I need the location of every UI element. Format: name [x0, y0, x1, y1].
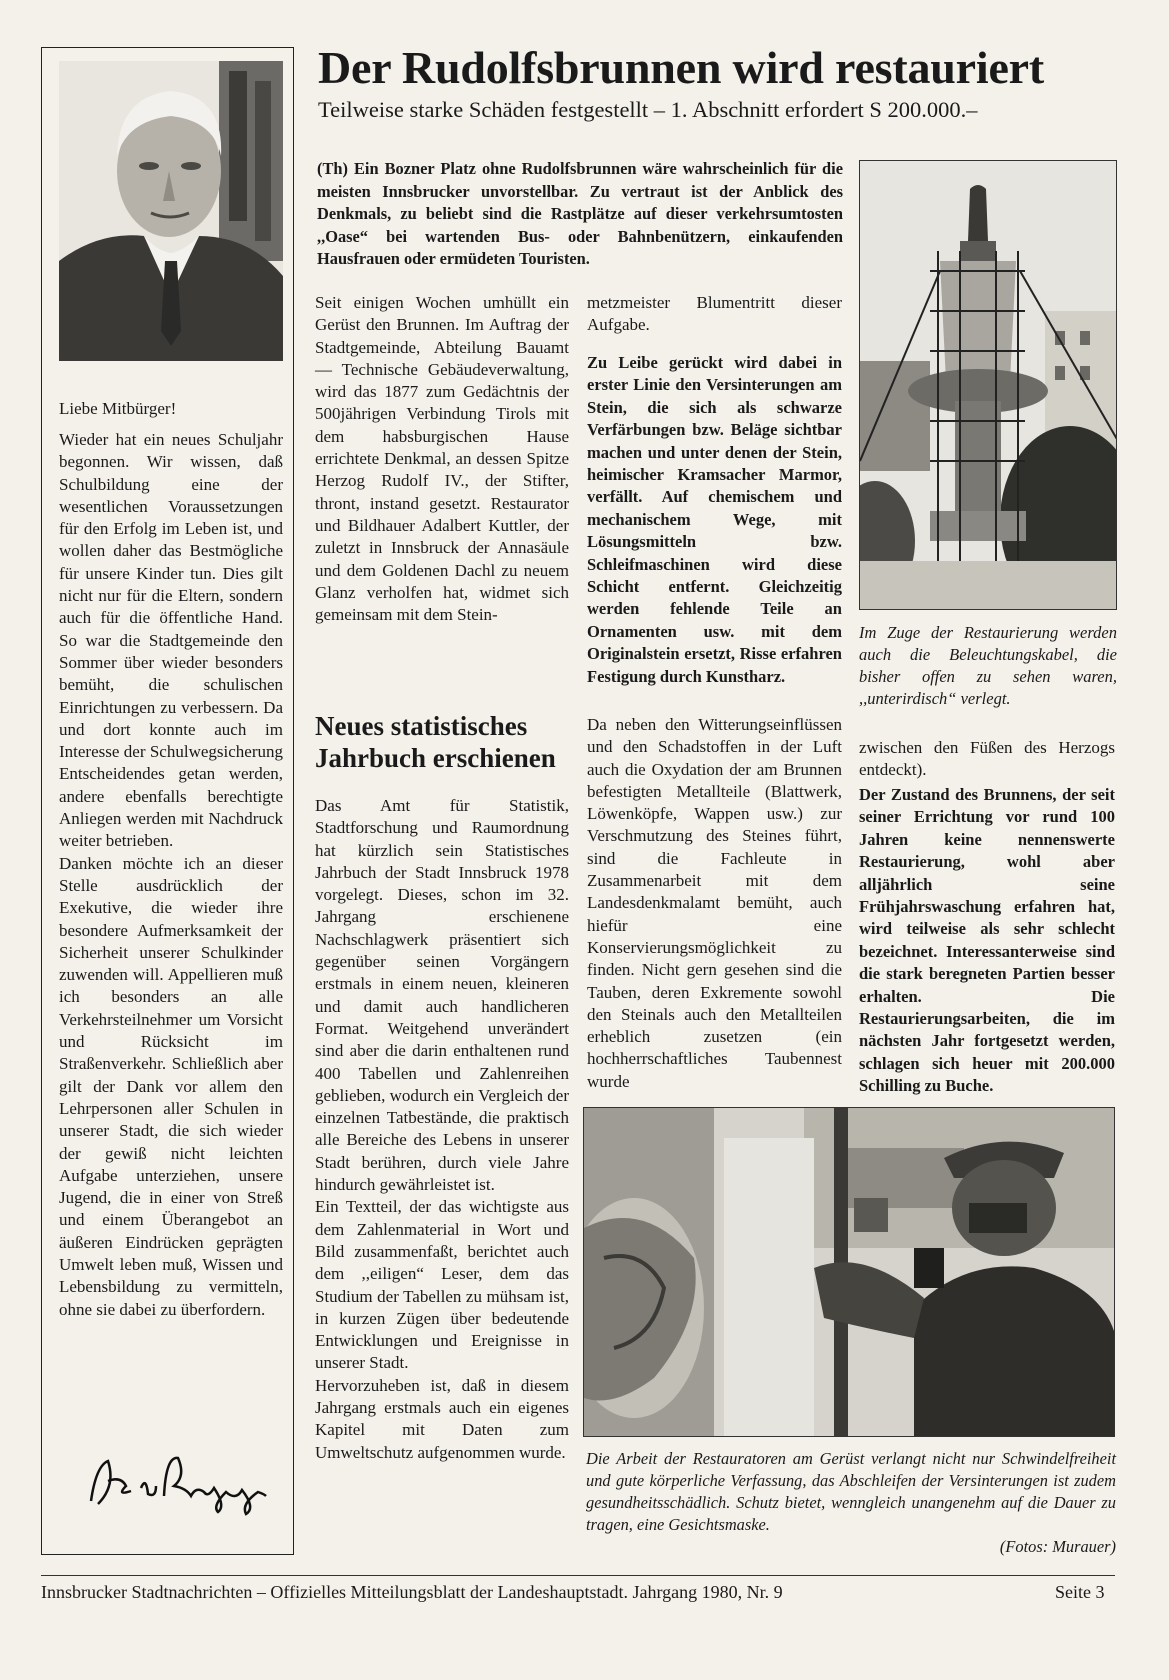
restorer-photo-caption [586, 1448, 1116, 1558]
letter-paragraph: Danken möchte ich an dieser Stelle ausdrücklich der Exekutive, die wieder ihre besondere Aufmerksamkeit der Sicherheit unserer Schulkinder zuwenden will. Appellieren muß ich besonders an alle Verkehrsteilnehmer um Vorsicht und Rücksicht im Straßenverkehr. Schließlich aber gilt der Dank vor allem den Lehrpersonen aller Schulen in unserer Stadt, die sich wieder der gewiß nicht leichten Aufgabe unterziehen, unsere Jugend, die in einer von Streß und einem Überangebot an äußeren Eindrücken geprägten Umwelt leben muß, Wissen und Lebensbildung zu vermitteln, ohne sie dabei zu überfordern. [59, 853, 283, 1319]
fountain-scaffold-photo [859, 160, 1117, 610]
footer-divider [41, 1575, 1115, 1576]
fountain-photo-caption: Im Zuge der Restaurierung werden auch die Beleuchtungskabel, die bisher offen zu sehen waren, ,,unterirdisch“ verlegt. [859, 623, 1117, 708]
article-column-2-body: Da neben den Witterungseinflüssen und den Schadstoffen in der Luft auch die Oxydation der am Brunnen befestigten Metallteile (Blattwerk, Löwenköpfe, Wappen usw.) zur Verschmutzung des Steines führt, sind die Fachleute in Zusammenarbeit mit dem Landesdenkmalamt bemüht, auch hiefür eine Konservierungsmöglichkeit zu finden. Nicht gern gesehen sind die Tauben, deren Exkremente sowohl den Steinals auch den Metallteilen erheblich zusetzen (ein hochherrschaftliches Taubennest wurde [587, 715, 842, 1091]
mayor-signature [86, 1446, 276, 1516]
statistics-paragraph: Ein Textteil, der das wichtigste aus dem Zahlenmaterial in Wort und Bild zusammenfaßt, berichtet auch dem ,,eiligen“ Leser, dem das Studium der Tabellen zu mühsam ist, in kurzen Zügen über bedeutende Entwicklungen und Ereignisse in unserer Stadt. [315, 1197, 569, 1373]
article-column-2-intro: metzmeister Blumentritt dieser Aufgabe. [587, 293, 842, 335]
statistics-body [315, 795, 569, 1464]
page-number: Seite 3 [1055, 1582, 1105, 1602]
statistics-paragraph: Hervorzuheben ist, daß in diesem Jahrgang erstmals auch ein eigenes Kapitel mit Daten zum Umweltschutz aufgenommen wurde. [315, 1375, 569, 1462]
letter-body [59, 429, 283, 1321]
footer-publication: Innsbrucker Stadtnachrichten – Offizielles Mitteilungsblatt der Landeshauptstadt. Jahrgang 1980, Nr. 9 [41, 1582, 783, 1602]
article-column-1: Seit einigen Wochen umhüllt ein Gerüst den Brunnen. Im Auftrag der Stadtgemeinde, Abteilung Bauamt — Technische Gebäudeverwaltung, wird das 1877 zum Gedächtnis der 500jährigen Verbindung Tirols mit dem habsburgischen Hause errichtete Denkmal, an dessen Spitze Herzog Rudolf IV., der Stifter, thront, instand gesetzt. Restaurator und Bildhauer Adalbert Kuttler, der zuletzt in Innsbruck der Annasäule und dem Goldenen Dachl zu neuem Glanz verholfen hat, widmet sich gemeinsam mit dem Stein- [315, 293, 569, 625]
mayor-portrait-photo [59, 61, 283, 361]
letter-paragraph: Wieder hat ein neues Schuljahr begonnen. Wir wissen, daß Schulbildung eine der wesentlichen Voraussetzungen für den Erfolg im Leben ist, und wollen daher das Bestmögliche für unsere Kinder tun. Dies gilt nicht nur für die Eltern, sondern auch für die öffentliche Hand. So war die Stadtgemeinde den Sommer über wieder besonders bemüht, die schulischen Einrichtungen zu verbessern. Da und dort konnte auch im Interesse der Schulwegsicherung Entscheidendes getan werden, andere ebenfalls berechtigte Anliegen werden mit Nachdruck weiter betrieben. [59, 430, 283, 851]
article-column-2-bold: Zu Leibe gerückt wird dabei in erster Linie den Versinterungen am Stein, die sich als schwarze Verfärbungen bzw. Beläge sichtbar machen und unter denen der Stein, heimischer Kramsacher Marmor, verfällt. Auf chemischem und mechanischem Wege, mit Lösungsmitteln bzw. Schleifmaschinen wird diese Schicht entfernt. Gleichzeitig werden fehlende Teile an Ornamenten usw. mit dem Originalstein ersetzt, Risse erfahren Festigung durch Kunstharz. [587, 353, 842, 686]
statistics-heading: Neues statistisches Jahrbuch erschienen [315, 711, 556, 773]
restorer-at-work-photo [583, 1107, 1115, 1437]
restorer-caption-text: Die Arbeit der Restauratoren am Gerüst verlangt nicht nur Schwindelfreiheit und gute körperliche Verfassung, das Abschleifen der Versinterungen ist zudem gesundheitsschädlich. Schutz bietet, wenngleich unangenehm auf die Dauer zu tragen, eine Gesichtsmaske. [586, 1449, 1116, 1534]
article-column-3-bold: Der Zustand des Brunnens, der seit seiner Errichtung vor rund 100 Jahren keine nennenswerte Restaurierung, wohl aber alljährlich seine Frühjahrswaschung erfahren hat, wird teilweise als sehr schlecht bezeichnet. Interessanterweise sind die stark beregneten Partien besser erhalten. Die Restaurierungsarbeiten, die im nächsten Jahr fortgesetzt werden, schlagen sich heuer mit 200.000 Schilling zu Buche. [859, 785, 1115, 1096]
letter-greeting: Liebe Mitbürger! [59, 399, 177, 418]
page-title: Der Rudolfsbrunnen wird restauriert [318, 42, 1045, 93]
subheadline: Teilweise starke Schäden festgestellt – 1. Abschnitt erfordert S 200.000.– [318, 97, 978, 122]
article-column-3-intro: zwischen den Füßen des Herzogs entdeckt). [859, 738, 1115, 780]
photo-credit: (Fotos: Murauer) [999, 1537, 1116, 1556]
lead-paragraph: (Th) Ein Bozner Platz ohne Rudolfsbrunnen wäre wahrscheinlich für die meisten Innsbrucker unvorstellbar. Zu vertraut ist der Anblick des Denkmals, zu beliebt sind die Rastplätze auf dieser verkehrsumtosten ,,Oase“ bei wartenden Bus- oder Bahnbenützern, einkaufenden Hausfrauen oder ermüdeten Touristen. [317, 159, 843, 268]
statistics-paragraph: Das Amt für Statistik, Stadtforschung und Raumordnung hat kürzlich sein Statistisches Jahrbuch der Stadt Innsbruck 1978 vorgelegt. Dieses, schon im 32. Jahrgang erschienene Nachschlagwerk präsentiert sich gegenüber seinen Vorgängern erstmals in einem neuen, kleineren und damit auch handlicheren Format. Weitgehend unverändert sind aber die darin enthaltenen rund 400 Tabellen und Zahlenreihen geblieben, wodurch ein Vergleich der einzelnen Tatbestände, die praktisch alle Bereiche des Lebens in unserer Stadt berühren, durch viele Jahre hindurch gewährleistet ist. [315, 796, 569, 1195]
